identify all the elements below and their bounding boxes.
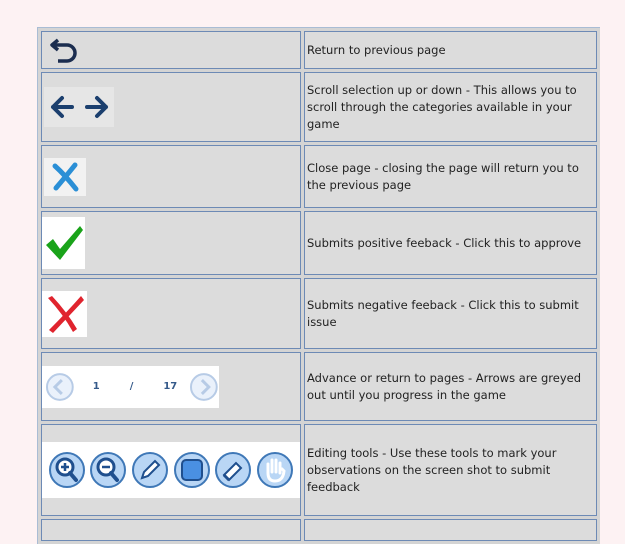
pager (42, 366, 219, 408)
icon-cell (41, 278, 301, 349)
zoom-in-icon (48, 451, 86, 489)
description-cell: Close page - closing the page will return you to the previous page (304, 145, 597, 208)
rectangle-icon (173, 451, 211, 489)
table-row (41, 145, 597, 208)
table-row (41, 278, 597, 349)
description-cell: Editing tools - Use these tools to mark your observations on the screen shot to submit feedback (304, 424, 597, 516)
description-cell: Scroll selection up or down - This allows you to scroll through the categories available in your game (304, 72, 597, 142)
table-row (41, 424, 597, 516)
pencil-icon (131, 451, 169, 489)
pager-prev-icon (45, 372, 75, 402)
icon-cell (41, 352, 301, 421)
description-cell: Submits positive feeback - Click this to approve (304, 211, 597, 275)
description-cell: Submits negative feeback - Click this to submit issue (304, 278, 597, 349)
icon-cell (41, 519, 301, 541)
scroll-right-arrow-icon (84, 94, 110, 120)
icon-cell (41, 145, 301, 208)
editing-tools (42, 442, 300, 498)
red-x-icon (43, 292, 87, 336)
table-row (41, 352, 597, 421)
table-row (41, 72, 597, 142)
hand-icon (256, 451, 294, 489)
help-table (37, 27, 600, 544)
icon-cell (41, 424, 301, 516)
pager-current: 1 (92, 381, 100, 392)
pager-separator: / (129, 381, 134, 392)
icon-cell (41, 211, 301, 275)
green-check-icon (43, 223, 85, 263)
scroll-left-arrow-icon (49, 94, 75, 120)
description-cell (304, 519, 597, 541)
pager-next-icon (189, 372, 219, 402)
table-row (41, 211, 597, 275)
back-arrow-icon (48, 34, 84, 66)
close-x-icon (49, 161, 81, 193)
description-cell: Advance or return to pages - Arrows are greyed out until you progress in the game (304, 352, 597, 421)
icon-cell (41, 31, 301, 69)
zoom-out-icon (89, 451, 127, 489)
icon-cell (41, 72, 301, 142)
eraser-icon (214, 451, 252, 489)
pager-total: 17 (163, 381, 178, 392)
table-row (41, 519, 597, 541)
description-cell: Return to previous page (304, 31, 597, 69)
table-row (41, 31, 597, 69)
